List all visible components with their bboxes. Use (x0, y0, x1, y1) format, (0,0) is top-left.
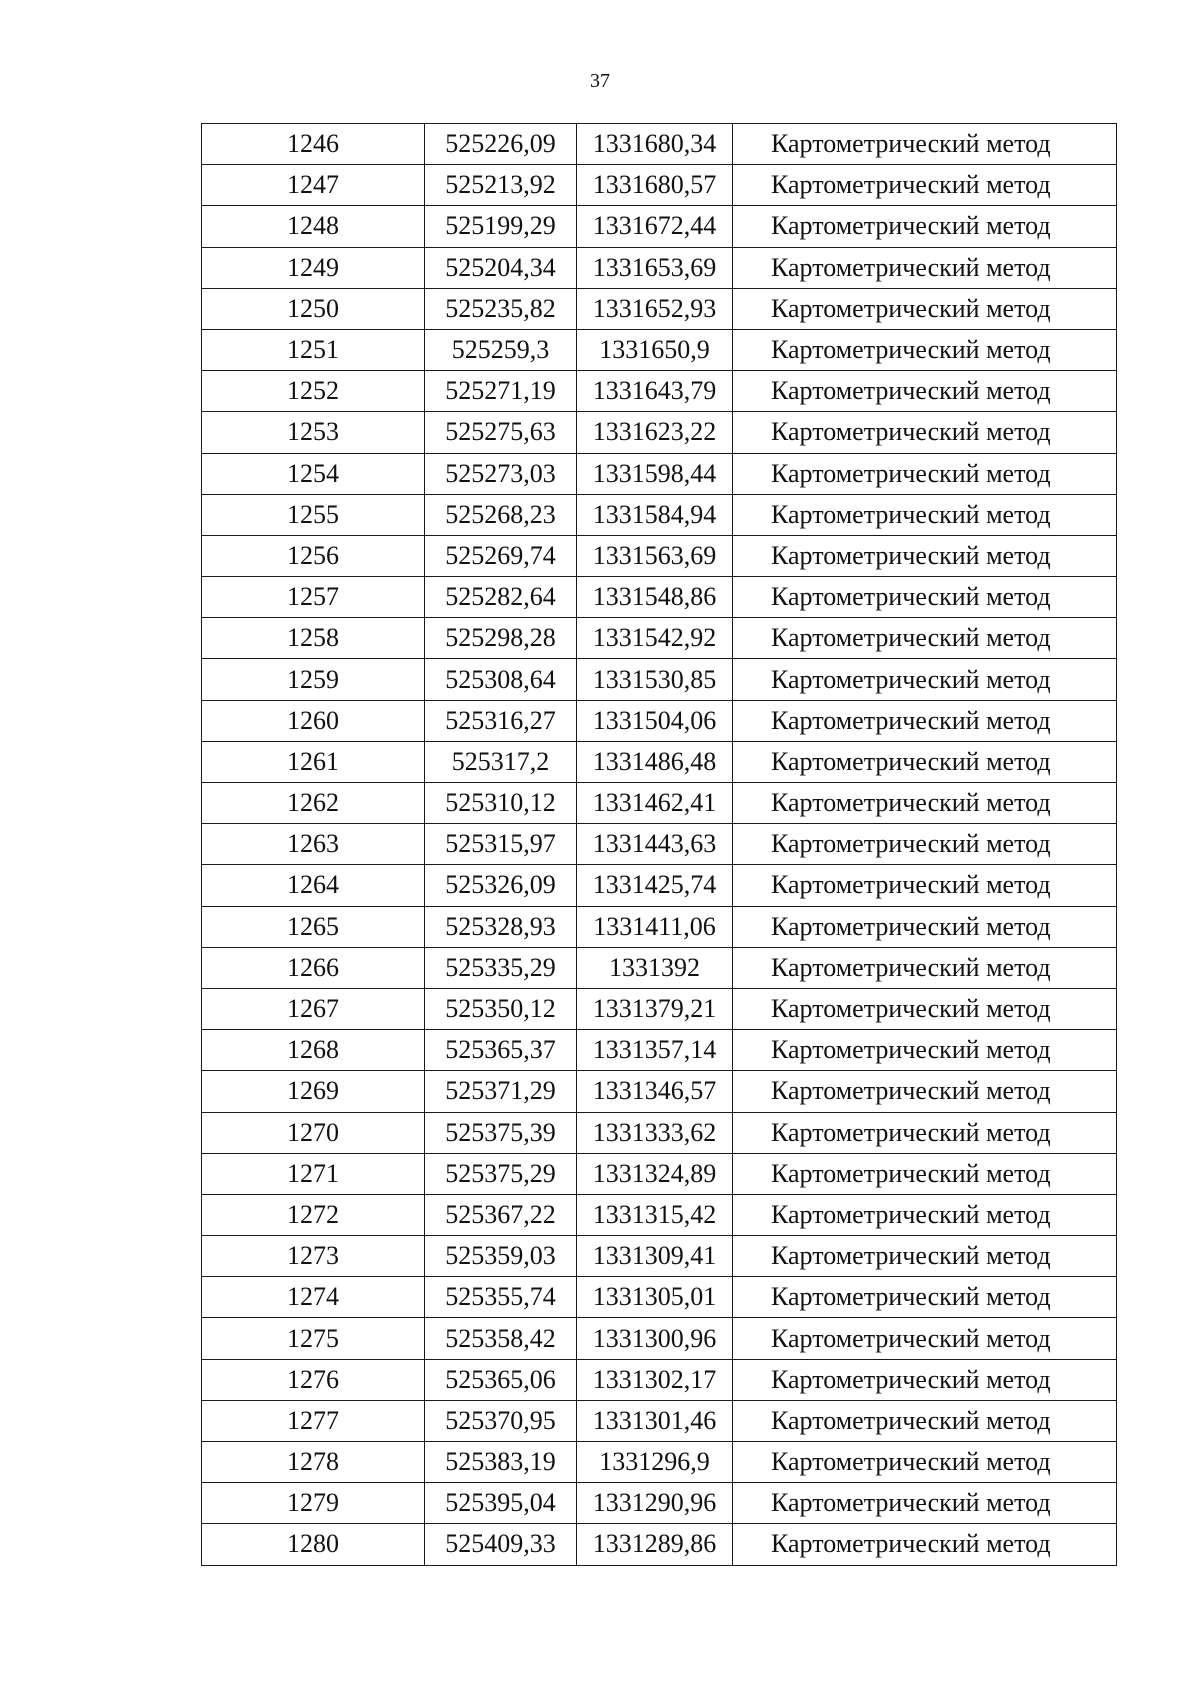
y-coordinate-cell: 1331623,22 (577, 412, 733, 453)
y-coordinate-cell: 1331462,41 (577, 783, 733, 824)
y-coordinate-cell: 1331324,89 (577, 1153, 733, 1194)
point-number-cell: 1274 (202, 1277, 425, 1318)
y-coordinate-cell: 1331548,86 (577, 577, 733, 618)
method-cell: Картометрический метод (733, 1194, 1117, 1235)
point-number-cell: 1269 (202, 1071, 425, 1112)
table-row (202, 865, 1117, 906)
point-number-cell: 1278 (202, 1442, 425, 1483)
method-cell: Картометрический метод (733, 1442, 1117, 1483)
method-cell: Картометрический метод (733, 329, 1117, 370)
x-coordinate-cell: 525199,29 (425, 206, 577, 247)
coordinates-table-body (202, 124, 1117, 1566)
x-coordinate-cell: 525365,37 (425, 1030, 577, 1071)
x-coordinate-cell: 525328,93 (425, 906, 577, 947)
y-coordinate-cell: 1331563,69 (577, 535, 733, 576)
point-number-cell: 1252 (202, 371, 425, 412)
x-coordinate-cell: 525335,29 (425, 947, 577, 988)
x-coordinate-cell: 525282,64 (425, 577, 577, 618)
point-number-cell: 1251 (202, 329, 425, 370)
table-row (202, 1071, 1117, 1112)
point-number-cell: 1267 (202, 988, 425, 1029)
table-row (202, 906, 1117, 947)
x-coordinate-cell: 525383,19 (425, 1442, 577, 1483)
table-row (202, 1194, 1117, 1235)
table-row (202, 206, 1117, 247)
y-coordinate-cell: 1331309,41 (577, 1236, 733, 1277)
y-coordinate-cell: 1331301,46 (577, 1400, 733, 1441)
table-row (202, 1524, 1117, 1565)
table-row (202, 124, 1117, 165)
point-number-cell: 1261 (202, 741, 425, 782)
method-cell: Картометрический метод (733, 1277, 1117, 1318)
x-coordinate-cell: 525275,63 (425, 412, 577, 453)
point-number-cell: 1263 (202, 824, 425, 865)
point-number-cell: 1277 (202, 1400, 425, 1441)
x-coordinate-cell: 525310,12 (425, 783, 577, 824)
method-cell: Картометрический метод (733, 947, 1117, 988)
method-cell: Картометрический метод (733, 741, 1117, 782)
x-coordinate-cell: 525235,82 (425, 288, 577, 329)
y-coordinate-cell: 1331653,69 (577, 247, 733, 288)
method-cell: Картометрический метод (733, 577, 1117, 618)
method-cell: Картометрический метод (733, 1153, 1117, 1194)
point-number-cell: 1257 (202, 577, 425, 618)
method-cell: Картометрический метод (733, 783, 1117, 824)
y-coordinate-cell: 1331542,92 (577, 618, 733, 659)
y-coordinate-cell: 1331650,9 (577, 329, 733, 370)
point-number-cell: 1249 (202, 247, 425, 288)
method-cell: Картометрический метод (733, 412, 1117, 453)
y-coordinate-cell: 1331643,79 (577, 371, 733, 412)
point-number-cell: 1265 (202, 906, 425, 947)
table-row (202, 1359, 1117, 1400)
point-number-cell: 1258 (202, 618, 425, 659)
method-cell: Картометрический метод (733, 1400, 1117, 1441)
table-row (202, 371, 1117, 412)
table-row (202, 247, 1117, 288)
y-coordinate-cell: 1331379,21 (577, 988, 733, 1029)
point-number-cell: 1266 (202, 947, 425, 988)
x-coordinate-cell: 525355,74 (425, 1277, 577, 1318)
method-cell: Картометрический метод (733, 824, 1117, 865)
method-cell: Картометрический метод (733, 494, 1117, 535)
x-coordinate-cell: 525367,22 (425, 1194, 577, 1235)
x-coordinate-cell: 525359,03 (425, 1236, 577, 1277)
table-row (202, 824, 1117, 865)
x-coordinate-cell: 525371,29 (425, 1071, 577, 1112)
x-coordinate-cell: 525298,28 (425, 618, 577, 659)
x-coordinate-cell: 525375,39 (425, 1112, 577, 1153)
x-coordinate-cell: 525326,09 (425, 865, 577, 906)
table-row (202, 329, 1117, 370)
y-coordinate-cell: 1331652,93 (577, 288, 733, 329)
table-row (202, 1030, 1117, 1071)
table-row (202, 618, 1117, 659)
table-row (202, 1318, 1117, 1359)
method-cell: Картометрический метод (733, 165, 1117, 206)
point-number-cell: 1276 (202, 1359, 425, 1400)
point-number-cell: 1246 (202, 124, 425, 165)
method-cell: Картометрический метод (733, 1071, 1117, 1112)
point-number-cell: 1270 (202, 1112, 425, 1153)
table-row (202, 947, 1117, 988)
table-row (202, 700, 1117, 741)
table-row (202, 165, 1117, 206)
point-number-cell: 1260 (202, 700, 425, 741)
x-coordinate-cell: 525273,03 (425, 453, 577, 494)
x-coordinate-cell: 525315,97 (425, 824, 577, 865)
x-coordinate-cell: 525259,3 (425, 329, 577, 370)
y-coordinate-cell: 1331333,62 (577, 1112, 733, 1153)
x-coordinate-cell: 525269,74 (425, 535, 577, 576)
x-coordinate-cell: 525409,33 (425, 1524, 577, 1565)
method-cell: Картометрический метод (733, 288, 1117, 329)
method-cell: Картометрический метод (733, 988, 1117, 1029)
table-row (202, 988, 1117, 1029)
table-row (202, 741, 1117, 782)
y-coordinate-cell: 1331305,01 (577, 1277, 733, 1318)
point-number-cell: 1264 (202, 865, 425, 906)
point-number-cell: 1255 (202, 494, 425, 535)
method-cell: Картометрический метод (733, 1524, 1117, 1565)
method-cell: Картометрический метод (733, 1112, 1117, 1153)
table-row (202, 783, 1117, 824)
method-cell: Картометрический метод (733, 906, 1117, 947)
table-row (202, 659, 1117, 700)
point-number-cell: 1253 (202, 412, 425, 453)
method-cell: Картометрический метод (733, 659, 1117, 700)
x-coordinate-cell: 525350,12 (425, 988, 577, 1029)
table-row (202, 535, 1117, 576)
point-number-cell: 1248 (202, 206, 425, 247)
table-row (202, 1236, 1117, 1277)
y-coordinate-cell: 1331425,74 (577, 865, 733, 906)
method-cell: Картометрический метод (733, 247, 1117, 288)
x-coordinate-cell: 525316,27 (425, 700, 577, 741)
table-row (202, 1483, 1117, 1524)
x-coordinate-cell: 525358,42 (425, 1318, 577, 1359)
method-cell: Картометрический метод (733, 124, 1117, 165)
coordinates-table (201, 123, 1117, 1566)
point-number-cell: 1273 (202, 1236, 425, 1277)
method-cell: Картометрический метод (733, 865, 1117, 906)
x-coordinate-cell: 525204,34 (425, 247, 577, 288)
y-coordinate-cell: 1331598,44 (577, 453, 733, 494)
table-row (202, 1442, 1117, 1483)
y-coordinate-cell: 1331300,96 (577, 1318, 733, 1359)
table-row (202, 453, 1117, 494)
y-coordinate-cell: 1331357,14 (577, 1030, 733, 1071)
method-cell: Картометрический метод (733, 206, 1117, 247)
y-coordinate-cell: 1331680,34 (577, 124, 733, 165)
point-number-cell: 1250 (202, 288, 425, 329)
table-row (202, 288, 1117, 329)
method-cell: Картометрический метод (733, 1030, 1117, 1071)
y-coordinate-cell: 1331392 (577, 947, 733, 988)
y-coordinate-cell: 1331296,9 (577, 1442, 733, 1483)
y-coordinate-cell: 1331680,57 (577, 165, 733, 206)
y-coordinate-cell: 1331302,17 (577, 1359, 733, 1400)
point-number-cell: 1268 (202, 1030, 425, 1071)
point-number-cell: 1247 (202, 165, 425, 206)
x-coordinate-cell: 525370,95 (425, 1400, 577, 1441)
table-row (202, 412, 1117, 453)
table-row (202, 494, 1117, 535)
point-number-cell: 1259 (202, 659, 425, 700)
point-number-cell: 1256 (202, 535, 425, 576)
x-coordinate-cell: 525226,09 (425, 124, 577, 165)
x-coordinate-cell: 525268,23 (425, 494, 577, 535)
y-coordinate-cell: 1331289,86 (577, 1524, 733, 1565)
method-cell: Картометрический метод (733, 1318, 1117, 1359)
method-cell: Картометрический метод (733, 453, 1117, 494)
y-coordinate-cell: 1331584,94 (577, 494, 733, 535)
table-row (202, 1400, 1117, 1441)
y-coordinate-cell: 1331504,06 (577, 700, 733, 741)
y-coordinate-cell: 1331411,06 (577, 906, 733, 947)
y-coordinate-cell: 1331290,96 (577, 1483, 733, 1524)
y-coordinate-cell: 1331346,57 (577, 1071, 733, 1112)
table-row (202, 577, 1117, 618)
point-number-cell: 1262 (202, 783, 425, 824)
y-coordinate-cell: 1331530,85 (577, 659, 733, 700)
point-number-cell: 1280 (202, 1524, 425, 1565)
y-coordinate-cell: 1331443,63 (577, 824, 733, 865)
x-coordinate-cell: 525317,2 (425, 741, 577, 782)
point-number-cell: 1272 (202, 1194, 425, 1235)
table-row (202, 1112, 1117, 1153)
x-coordinate-cell: 525213,92 (425, 165, 577, 206)
method-cell: Картометрический метод (733, 618, 1117, 659)
x-coordinate-cell: 525395,04 (425, 1483, 577, 1524)
table-row (202, 1277, 1117, 1318)
x-coordinate-cell: 525308,64 (425, 659, 577, 700)
y-coordinate-cell: 1331486,48 (577, 741, 733, 782)
y-coordinate-cell: 1331672,44 (577, 206, 733, 247)
method-cell: Картометрический метод (733, 1359, 1117, 1400)
method-cell: Картометрический метод (733, 700, 1117, 741)
x-coordinate-cell: 525271,19 (425, 371, 577, 412)
table-row (202, 1153, 1117, 1194)
method-cell: Картометрический метод (733, 535, 1117, 576)
method-cell: Картометрический метод (733, 371, 1117, 412)
x-coordinate-cell: 525365,06 (425, 1359, 577, 1400)
method-cell: Картометрический метод (733, 1483, 1117, 1524)
method-cell: Картометрический метод (733, 1236, 1117, 1277)
point-number-cell: 1254 (202, 453, 425, 494)
point-number-cell: 1279 (202, 1483, 425, 1524)
point-number-cell: 1275 (202, 1318, 425, 1359)
y-coordinate-cell: 1331315,42 (577, 1194, 733, 1235)
point-number-cell: 1271 (202, 1153, 425, 1194)
x-coordinate-cell: 525375,29 (425, 1153, 577, 1194)
page-number: 37 (590, 70, 610, 92)
